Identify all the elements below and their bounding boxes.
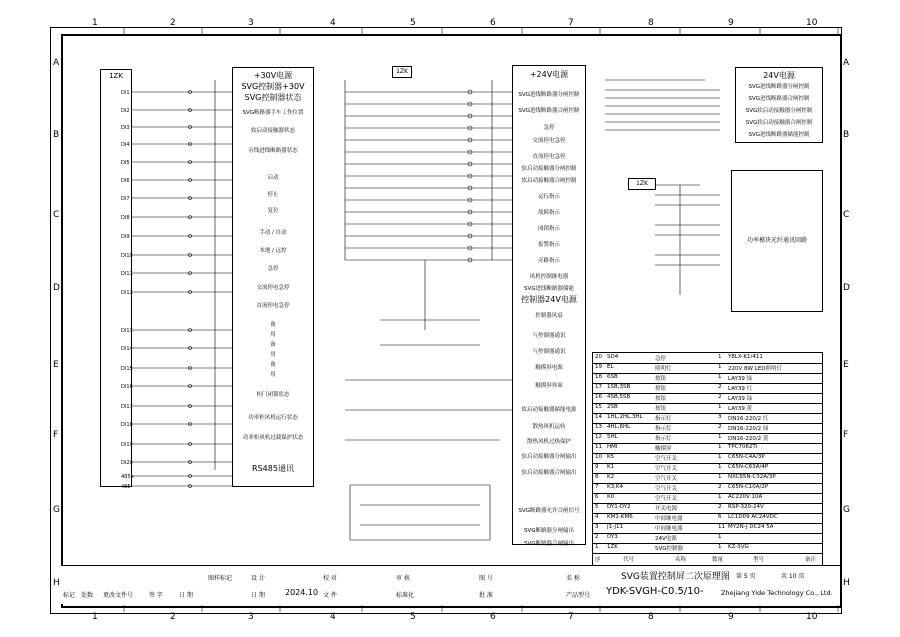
bom-cell-name: SVG控制器 <box>655 546 684 552</box>
bom-cell-name: 触摸屏 <box>655 446 672 452</box>
bom-cell-qty: 1 <box>718 444 722 450</box>
bom-cell-qty: 1 <box>718 374 722 380</box>
bom-cell-model: DN16-220/2 绿 <box>728 426 769 432</box>
bom-cell-name: 中间继电器 <box>655 516 683 522</box>
left-signal-label: +30V电源 <box>253 71 293 80</box>
fiber-controller-title: 1ZK <box>636 180 648 187</box>
terminal-label: DI6 <box>121 178 130 184</box>
bom-cell-qty: 3 <box>718 414 722 420</box>
tb-date-label: 日 期 <box>251 592 265 599</box>
grid-col-label: 7 <box>568 612 574 622</box>
bom-cell-name: 开关电源 <box>655 506 678 512</box>
mid-signal-label: 软启动接触器分闸控制 <box>521 166 577 172</box>
tb-date: 日 期 <box>179 592 193 599</box>
bom-cell-no: 11 <box>595 444 602 450</box>
bom-cell-code: 6SB <box>607 374 618 380</box>
bom-cell-code: DY1-DY2 <box>607 504 631 510</box>
bom-cell-code: 1SB,3SB <box>607 384 631 390</box>
grid-col-label: 10 <box>806 18 818 28</box>
mid-signal-label: SVG断路器合闸输出 <box>523 541 575 547</box>
mid-signal-label: 与控制器通讯 <box>532 349 566 355</box>
bom-cell-no: 14 <box>595 414 602 420</box>
right-signal-label: 24V电源 <box>763 71 795 80</box>
terminal-label: 485+ <box>121 474 135 480</box>
bom-cell-no: 19 <box>595 364 602 370</box>
terminal-label: DI14 <box>121 346 133 352</box>
grid-row-label: F <box>53 430 59 440</box>
bom-cell-model: DN16-220/2 黄 <box>728 436 769 442</box>
grid-col-label: 2 <box>170 612 176 622</box>
terminal-label: DI12 <box>121 290 133 296</box>
bom-cell-name: 中间继电器 <box>655 526 683 532</box>
left-signal-label: 用 <box>270 352 276 358</box>
bom-cell-model: C65N-C4A/3P <box>728 454 765 460</box>
mid-signal-label: 闭锁指示 <box>537 226 560 232</box>
grid-row-label: E <box>53 360 59 370</box>
bom-cell-qty: 11 <box>718 524 725 530</box>
grid-row-label: B <box>53 130 60 140</box>
bom-cell-name: 按钮 <box>655 386 667 392</box>
tb-date-value: 2024.10 <box>285 588 319 597</box>
terminal-label: DI7 <box>121 196 130 202</box>
mid-controller-title: 1ZK <box>396 68 408 75</box>
bom-cell-model: Y8LX-K1/411 <box>728 354 763 360</box>
terminal-label: DI17 <box>121 404 133 410</box>
bom-cell-model: C65N-C10A/2P <box>728 484 769 490</box>
grid-row-label: E <box>843 360 849 370</box>
bom-cell-qty: 1 <box>718 474 722 480</box>
bom-cell-code: 5HL <box>607 434 618 440</box>
bom-cell-name: 空气开关 <box>655 466 678 472</box>
grid-col-label: 5 <box>410 612 416 622</box>
bom-cell-code: DY3 <box>607 534 618 540</box>
left-signal-label: 交流停电急停 <box>256 285 290 291</box>
grid-row-label: C <box>53 210 60 220</box>
grid-row-label: A <box>843 58 850 68</box>
bom-cell-qty: 2 <box>718 384 722 390</box>
bom-cell-no: 20 <box>595 354 602 360</box>
left-signal-table <box>232 67 314 487</box>
bom-cell-name: 按钮 <box>655 376 667 382</box>
bom-cell-qty: 1 <box>718 534 722 540</box>
fiber-note-box <box>731 170 823 312</box>
bom-cell-qty: 1 <box>718 544 722 550</box>
bom-cell-code: 4HL,6HL <box>607 424 631 430</box>
left-signal-label: 柜门闭锁状态 <box>256 392 290 398</box>
mid-signal-label: 运行指示 <box>537 194 560 200</box>
bom-cell-name: 指示灯 <box>655 436 672 442</box>
bom-cell-model: NXC65N-C32A/3P <box>728 474 776 480</box>
tb-drawing-title: SVG装置控制屏二次原理图 <box>621 572 730 582</box>
bom-cell-no: 18 <box>595 374 602 380</box>
mid-signal-label: SVG断路器允许合闸信号 <box>518 508 580 514</box>
bom-cell-model: LAY39 绿 <box>728 396 753 402</box>
bom-cell-model: C65N-C63A/4P <box>728 464 769 470</box>
left-signal-label: 本地 / 远控 <box>259 248 287 254</box>
bom-cell-no: 16 <box>595 394 602 400</box>
fiber-controller-block <box>628 178 656 190</box>
terminal-label: DI16 <box>121 384 133 390</box>
bom-header-no: 序 <box>595 557 601 563</box>
mid-signal-label: 软启动接触器分闸输出 <box>521 454 577 460</box>
bom-cell-qty: 2 <box>718 484 722 490</box>
bom-cell-no: 6 <box>595 494 599 500</box>
tb-product-name: 名 称 <box>566 575 580 582</box>
mid-signal-label: 报警指示 <box>537 242 560 248</box>
bom-cell-model: LAY39 黄 <box>728 406 753 412</box>
grid-row-label: D <box>843 283 850 293</box>
tb-check: 校 对 <box>323 575 337 582</box>
bom-cell-no: 17 <box>595 384 602 390</box>
grid-col-label: 9 <box>728 612 734 622</box>
bom-cell-qty: 1 <box>718 404 722 410</box>
right-signal-label: SVG进线断路器储能控制 <box>748 132 810 138</box>
right-signal-label: SVG软启动接触器分闸控制 <box>745 108 813 114</box>
left-signal-label: 功率柜风机运行状态 <box>248 415 298 421</box>
bom-cell-model: MY2N-J DC24 5A <box>728 524 774 530</box>
mid-signal-label: 触摸屏电源 <box>535 365 563 371</box>
grid-row-label: H <box>843 578 850 588</box>
bom-cell-qty: 2 <box>718 504 722 510</box>
grid-row-label: C <box>843 210 850 220</box>
terminal-label: DI9 <box>121 234 130 240</box>
bom-cell-qty: 2 <box>718 394 722 400</box>
terminal-label: DI2 <box>121 108 130 114</box>
bom-cell-no: 13 <box>595 424 602 430</box>
left-signal-label: 急停 <box>267 266 279 272</box>
bom-cell-name: 指示灯 <box>655 426 672 432</box>
bom-cell-qty: 1 <box>718 364 722 370</box>
grid-col-label: 8 <box>648 612 654 622</box>
bom-cell-qty: 1 <box>718 494 722 500</box>
bom-cell-code: 1HL,2HL,3HL <box>607 414 643 420</box>
grid-row-label: G <box>53 505 60 515</box>
bom-cell-no: 3 <box>595 524 599 530</box>
bom-cell-code: EL <box>607 364 614 370</box>
bom-cell-name: 空气开关 <box>655 476 678 482</box>
left-signal-label: RS485通讯 <box>252 464 294 473</box>
left-signal-label: 停止 <box>267 192 279 198</box>
tb-count: 处数 <box>81 592 94 599</box>
mid-signal-label: SVG进线断路器分闸控制 <box>518 92 580 98</box>
mid-signal-label: 故障指示 <box>537 210 560 216</box>
bom-cell-model: KZ-SVG <box>728 544 749 550</box>
grid-col-label: 3 <box>248 18 254 28</box>
left-signal-label: 用 <box>270 372 276 378</box>
terminal-label: DI18 <box>121 422 133 428</box>
tb-approve: 批 准 <box>479 592 493 599</box>
bom-cell-name: 按钮 <box>655 396 667 402</box>
tb-drawing-mark: 图样标记 <box>208 575 233 582</box>
bom-cell-model: TPC7062Ti <box>728 444 758 450</box>
tb-change-file: 更改文件号 <box>103 592 134 599</box>
mid-signal-label: 软启动接触器合闸输出 <box>521 470 577 476</box>
bom-cell-no: 2 <box>595 534 599 540</box>
grid-row-label: B <box>843 130 850 140</box>
left-controller-block <box>100 69 135 490</box>
right-signal-label: SVG进线断路器合闸控制 <box>748 96 810 102</box>
bom-header-code: 代号 <box>623 557 635 563</box>
mid-controller-block <box>392 66 412 78</box>
bom-cell-code: HMI <box>607 444 618 450</box>
bom-cell-code: K2 <box>607 474 615 480</box>
bom-cell-no: 7 <box>595 484 599 490</box>
bom-cell-no: 8 <box>595 474 599 480</box>
terminal-label: DI10 <box>121 253 133 259</box>
mid-signal-label: 软启动接触器储能电源 <box>521 407 577 413</box>
terminal-label: DI20 <box>121 460 133 466</box>
tb-total: 共 10 页 <box>781 573 805 580</box>
bom-cell-no: 5 <box>595 504 599 510</box>
bom-table <box>592 352 823 566</box>
bom-cell-code: KM1-KM6 <box>607 514 633 520</box>
tb-page: 第 5 页 <box>736 573 756 580</box>
left-signal-label: 直流停电急停 <box>256 303 290 309</box>
grid-col-label: 3 <box>248 612 254 622</box>
left-signal-label: 备 <box>270 362 276 368</box>
bom-cell-name: 空气开关 <box>655 496 678 502</box>
bom-header-model: 型号 <box>753 557 765 563</box>
bom-cell-name: 急停 <box>655 356 667 362</box>
grid-col-label: 8 <box>648 18 654 28</box>
bom-cell-code: K0 <box>607 494 615 500</box>
bom-cell-name: 照明灯 <box>655 366 672 372</box>
bom-cell-code: 1ZK <box>607 544 618 550</box>
mid-signal-label: SVG断路器分闸输出 <box>523 528 575 534</box>
bom-header-name: 名称 <box>675 557 687 563</box>
mid-signal-label: 旁路指示 <box>537 258 560 264</box>
bom-cell-code: 4SB,5SB <box>607 394 631 400</box>
grid-col-label: 5 <box>410 18 416 28</box>
mid-signal-label: SVG进线断路器储能 <box>523 286 575 292</box>
grid-row-label: G <box>843 505 850 515</box>
bom-cell-qty: 1 <box>718 354 722 360</box>
grid-row-label: H <box>53 578 60 588</box>
terminal-label: DI1 <box>121 90 130 96</box>
fiber-note: 功率模块光纤通讯回路 <box>746 237 807 244</box>
mid-signal-table <box>512 65 586 545</box>
bom-cell-code: SD4 <box>607 354 619 360</box>
left-signal-label: 启动 <box>267 175 279 181</box>
mid-signal-label: 控制器24V电源 <box>521 295 577 304</box>
bom-cell-qty: 1 <box>718 454 722 460</box>
left-signal-label: 软启动接触器状态 <box>250 128 295 134</box>
bom-cell-qty: 2 <box>718 424 722 430</box>
bom-cell-no: 4 <box>595 514 599 520</box>
tb-drawing-no-label: 图 号 <box>479 575 493 582</box>
grid-col-label: 6 <box>490 612 496 622</box>
bom-cell-model: 220V 8W LED照明灯 <box>728 366 782 372</box>
bom-cell-no: 9 <box>595 464 599 470</box>
grid-col-label: 7 <box>568 18 574 28</box>
bom-header <box>593 553 822 565</box>
left-signal-label: 复位 <box>267 208 279 214</box>
bom-cell-no: 1 <box>595 544 599 550</box>
terminal-label: DI3 <box>121 125 130 131</box>
bom-cell-name: 空气开关 <box>655 456 678 462</box>
left-signal-label: 旁线进线断路器状态 <box>248 148 298 154</box>
terminal-label: DI15 <box>121 366 133 372</box>
mid-signal-label: SVG进线断路器合闸控制 <box>518 108 580 114</box>
mid-signal-label: 散热风机过热保护 <box>526 439 571 445</box>
tb-mark: 标记 <box>63 592 76 599</box>
title-block <box>61 565 840 604</box>
bom-cell-name: 指示灯 <box>655 416 672 422</box>
bom-cell-name: 按钮 <box>655 406 667 412</box>
right-signal-label: SVG软启动接触器合闸控制 <box>745 120 813 126</box>
bom-cell-qty: 6 <box>718 514 722 520</box>
tb-company: Zhejiang Yide Technology Co., Ltd. <box>721 589 833 597</box>
bom-cell-code: K1 <box>607 464 615 470</box>
grid-col-label: 1 <box>92 612 98 622</box>
bom-cell-no: 10 <box>595 454 602 460</box>
mid-signal-label: 急停 <box>543 125 555 131</box>
terminal-label: DI4 <box>121 142 130 148</box>
tb-product-no: 产品型号 <box>566 592 591 599</box>
left-signal-label: 功率柜风机过载保护状态 <box>242 435 304 441</box>
bom-cell-model: LAY39 绿 <box>728 376 753 382</box>
terminal-label: DI13 <box>121 328 133 334</box>
bom-header-note: 备注 <box>805 557 817 563</box>
left-signal-label: 备 <box>270 322 276 328</box>
bom-cell-code: J1-J11 <box>607 524 624 530</box>
left-signal-label: SVG断路器手车工作位置 <box>242 110 304 116</box>
left-signal-label: 备 <box>270 342 276 348</box>
tb-design: 设 计 <box>251 575 265 582</box>
right-signal-label: SVG进线断路器分闸控制 <box>748 84 810 90</box>
bom-cell-model: AC220V 10A <box>728 494 763 500</box>
mid-signal-label: 与控制器通讯 <box>532 333 566 339</box>
grid-col-label: 1 <box>92 18 98 28</box>
tb-sign: 签 字 <box>149 592 163 599</box>
grid-row-label: A <box>53 58 60 68</box>
mid-signal-label: 散热风机运转 <box>532 424 566 430</box>
tb-standard: 标准化 <box>396 592 415 599</box>
left-controller-title: 1ZK <box>109 72 123 80</box>
grid-col-label: 9 <box>728 18 734 28</box>
mid-signal-label: +24V电源 <box>529 70 569 79</box>
left-signal-label: SVG控制器+30V <box>241 82 305 91</box>
grid-col-label: 4 <box>330 612 336 622</box>
tb-review: 审 核 <box>396 575 410 582</box>
terminal-label: DI11 <box>121 271 133 277</box>
terminal-label: 485- <box>121 484 133 490</box>
mid-signal-label: 控制器风扇 <box>535 313 563 319</box>
mid-signal-label: 直流停电急停 <box>532 154 566 160</box>
tb-drawing-no: YDK-SVGH-C0.5/10- <box>606 586 704 597</box>
mid-signal-label: 交流停电急停 <box>532 138 566 144</box>
bom-cell-name: 空气开关 <box>655 486 678 492</box>
left-signal-label: SVG控制器状态 <box>244 93 302 102</box>
bom-cell-model: LC1D09 AC24VDC <box>728 514 778 520</box>
bom-cell-no: 15 <box>595 404 602 410</box>
grid-col-label: 6 <box>490 18 496 28</box>
bom-cell-qty: 1 <box>718 464 722 470</box>
terminal-label: DI19 <box>121 442 133 448</box>
grid-col-label: 4 <box>330 18 336 28</box>
left-signal-label: 用 <box>270 332 276 338</box>
terminal-label: DI8 <box>121 215 130 221</box>
bom-cell-code: 2SB <box>607 404 618 410</box>
right-signal-table <box>735 67 823 143</box>
bom-header-qty: 数量 <box>712 557 724 563</box>
tb-file: 文 件 <box>323 592 337 599</box>
bom-cell-code: K3,K4 <box>607 484 623 490</box>
bom-cell-name: 24V电源 <box>655 536 677 542</box>
mid-signal-label: 触摸屏界面 <box>535 383 563 389</box>
mid-signal-label: 风机控制继电器 <box>529 274 569 280</box>
bom-cell-model: LAY39 红 <box>728 386 753 392</box>
grid-col-label: 2 <box>170 18 176 28</box>
grid-col-label: 10 <box>806 612 818 622</box>
grid-row-label: F <box>843 430 849 440</box>
bom-cell-model: RSP-320-24V <box>728 504 764 510</box>
bom-cell-code: K5 <box>607 454 615 460</box>
bom-cell-no: 12 <box>595 434 602 440</box>
mid-signal-label: 软启动接触器合闸控制 <box>521 178 577 184</box>
grid-row-label: D <box>53 283 60 293</box>
bom-cell-qty: 1 <box>718 434 722 440</box>
terminal-label: DI5 <box>121 160 130 166</box>
left-signal-label: 手动 / 自动 <box>259 230 287 236</box>
bom-cell-model: DN16-220/2 红 <box>728 416 769 422</box>
